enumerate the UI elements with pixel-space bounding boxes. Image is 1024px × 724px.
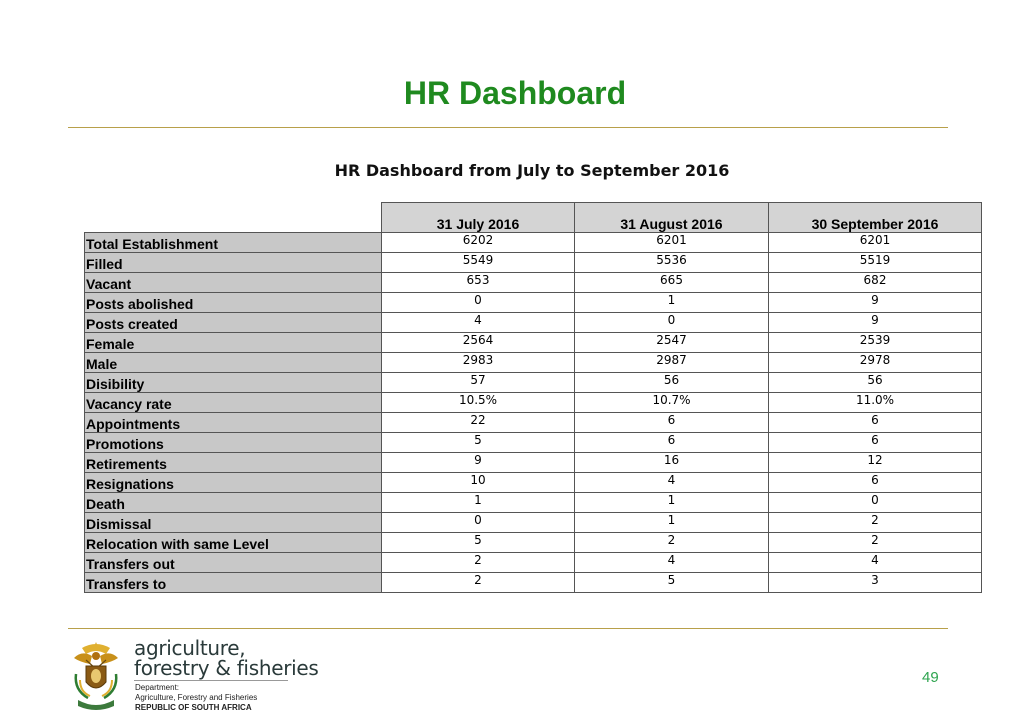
table-cell: 2983 <box>382 353 575 373</box>
row-label: Transfers out <box>85 553 382 573</box>
table-cell: 1 <box>575 493 769 513</box>
table-cell: 2539 <box>769 333 982 353</box>
logo-department-label: Department: <box>135 683 180 692</box>
row-label: Relocation with same Level <box>85 533 382 553</box>
department-logo <box>68 636 319 718</box>
table-row <box>85 573 982 593</box>
table-row <box>85 473 982 493</box>
table-cell: 2 <box>769 533 982 553</box>
bottom-divider <box>68 628 948 629</box>
table-cell: 10.7% <box>575 393 769 413</box>
logo-country: REPUBLIC OF SOUTH AFRICA <box>135 703 252 712</box>
table-row <box>85 373 982 393</box>
table-cell: 16 <box>575 453 769 473</box>
row-label: Filled <box>85 253 382 273</box>
row-label: Total Establishment <box>85 233 382 253</box>
table-row <box>85 553 982 573</box>
row-label: Vacant <box>85 273 382 293</box>
logo-text-line1: agriculture, <box>134 636 246 660</box>
table-cell: 6 <box>769 433 982 453</box>
table-row <box>85 333 982 353</box>
table-cell: 9 <box>769 293 982 313</box>
table-cell: 10.5% <box>382 393 575 413</box>
table-cell: 4 <box>769 553 982 573</box>
table-cell: 2 <box>382 573 575 593</box>
table-cell: 2 <box>575 533 769 553</box>
row-label: Appointments <box>85 413 382 433</box>
table-cell: 6 <box>575 413 769 433</box>
table-row <box>85 413 982 433</box>
table-cell: 0 <box>382 293 575 313</box>
logo-text-line2: forestry & fisheries <box>134 656 319 680</box>
coat-of-arms-icon <box>68 638 124 714</box>
table-row <box>85 313 982 333</box>
table-cell: 1 <box>575 293 769 313</box>
table-cell: 1 <box>575 513 769 533</box>
table-cell: 9 <box>769 313 982 333</box>
table-row <box>85 353 982 373</box>
row-label: Promotions <box>85 433 382 453</box>
table-row <box>85 433 982 453</box>
top-divider <box>68 127 948 128</box>
table-cell: 5 <box>382 433 575 453</box>
column-header: 31 August 2016 <box>575 203 769 233</box>
table-cell: 0 <box>382 513 575 533</box>
page-number: 49 <box>922 669 939 686</box>
table-cell: 6201 <box>769 233 982 253</box>
table-cell: 0 <box>769 493 982 513</box>
table-cell: 57 <box>382 373 575 393</box>
table-row <box>85 493 982 513</box>
row-label: Resignations <box>85 473 382 493</box>
row-label: Vacancy rate <box>85 393 382 413</box>
table-cell: 12 <box>769 453 982 473</box>
table-cell: 2 <box>382 553 575 573</box>
table-cell: 6 <box>769 473 982 493</box>
table-cell: 0 <box>575 313 769 333</box>
table-cell: 3 <box>769 573 982 593</box>
row-label: Male <box>85 353 382 373</box>
table-title: HR Dashboard from July to September 2016 <box>334 161 730 180</box>
table-cell: 4 <box>575 553 769 573</box>
logo-department-name: Agriculture, Forestry and Fisheries <box>135 693 258 702</box>
table-cell: 5519 <box>769 253 982 273</box>
row-label: Disibility <box>85 373 382 393</box>
table-cell: 9 <box>382 453 575 473</box>
table-row <box>85 273 982 293</box>
hr-dashboard-table <box>84 202 982 593</box>
row-label: Posts abolished <box>85 293 382 313</box>
table-cell: 6 <box>769 413 982 433</box>
table-cell: 2 <box>769 513 982 533</box>
table-row <box>85 533 982 553</box>
table-cell: 653 <box>382 273 575 293</box>
table-cell: 5 <box>382 533 575 553</box>
row-label: Transfers to <box>85 573 382 593</box>
table-row <box>85 513 982 533</box>
page-title: HR Dashboard <box>403 75 627 111</box>
header-corner-cell <box>85 203 382 233</box>
logo-divider <box>134 680 288 681</box>
table-cell: 56 <box>575 373 769 393</box>
table-cell: 665 <box>575 273 769 293</box>
table-cell: 6201 <box>575 233 769 253</box>
table-row <box>85 233 982 253</box>
table-cell: 1 <box>382 493 575 513</box>
table-cell: 2978 <box>769 353 982 373</box>
table-cell: 5549 <box>382 253 575 273</box>
table-cell: 4 <box>382 313 575 333</box>
table-cell: 6202 <box>382 233 575 253</box>
row-label: Female <box>85 333 382 353</box>
table-row <box>85 393 982 413</box>
table-cell: 2564 <box>382 333 575 353</box>
table-cell: 4 <box>575 473 769 493</box>
table-cell: 682 <box>769 273 982 293</box>
table-row <box>85 293 982 313</box>
table-cell: 2547 <box>575 333 769 353</box>
table-cell: 22 <box>382 413 575 433</box>
row-label: Posts created <box>85 313 382 333</box>
table-cell: 10 <box>382 473 575 493</box>
row-label: Dismissal <box>85 513 382 533</box>
column-header: 31 July 2016 <box>382 203 575 233</box>
table-row <box>85 253 982 273</box>
table-cell: 11.0% <box>769 393 982 413</box>
row-label: Retirements <box>85 453 382 473</box>
row-label: Death <box>85 493 382 513</box>
table-cell: 5 <box>575 573 769 593</box>
table-cell: 5536 <box>575 253 769 273</box>
table-cell: 6 <box>575 433 769 453</box>
table-cell: 56 <box>769 373 982 393</box>
column-header: 30 September 2016 <box>769 203 982 233</box>
table-row <box>85 453 982 473</box>
table-header-row <box>85 203 982 233</box>
table-cell: 2987 <box>575 353 769 373</box>
